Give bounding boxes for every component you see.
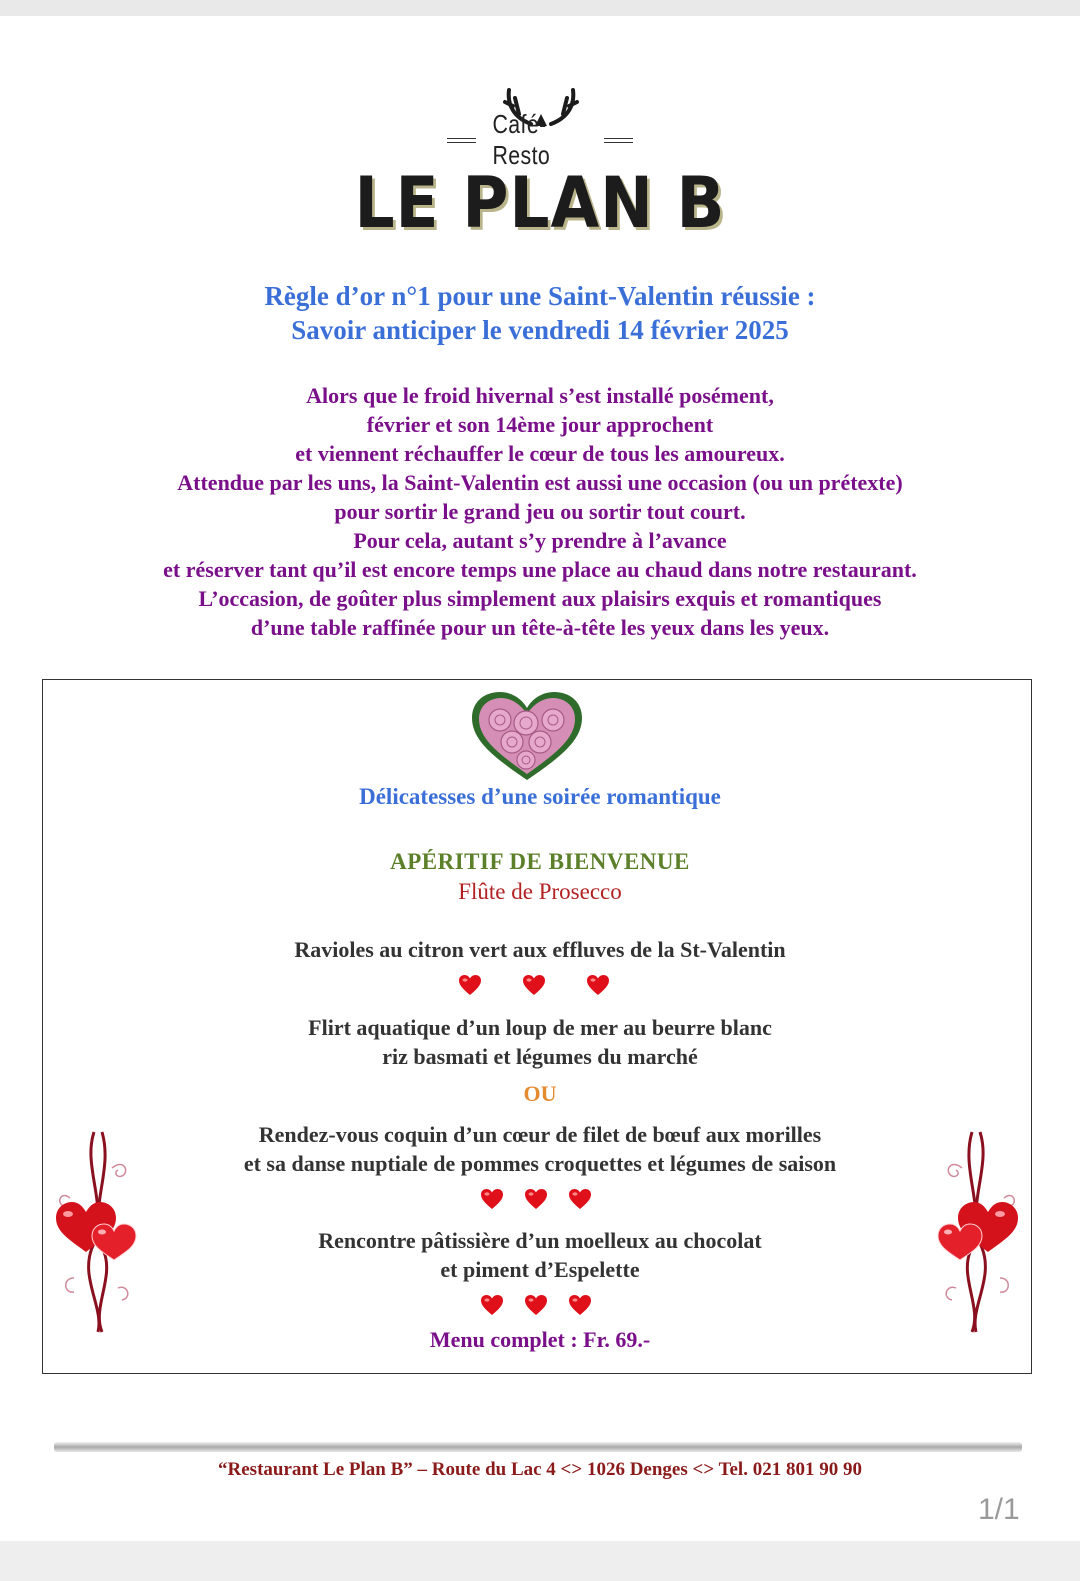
logo-rule-left (447, 138, 476, 143)
dessert-line-1: Rencontre pâtissière d’un moelleux au chocolat (318, 1228, 762, 1253)
viewer-top-bar (0, 0, 1080, 16)
intro-line: pour sortir le grand jeu ou sortir tout court. (334, 499, 746, 524)
heart-icon (480, 1188, 504, 1210)
intro-line: d’une table raffinée pour un tête-à-tête les yeux dans les yeux. (250, 615, 830, 640)
dessert-line-2: et piment d’Espelette (440, 1257, 640, 1282)
heart-icon (480, 1294, 504, 1316)
footer-address: “Restaurant Le Plan B” – Route du Lac 4 <> 1026 Denges <> Tel. 021 801 90 90 (218, 1459, 862, 1480)
starter-dish: Ravioles au citron vert aux effluves de la St-Valentin (294, 937, 786, 962)
intro-line: février et son 14ème jour approchent (366, 412, 714, 437)
logo-subtitle-row (447, 109, 633, 170)
intro-line: Pour cela, autant s’y prendre à l’avance (353, 528, 727, 553)
intro-line: Alors que le froid hivernal s’est installé posément, (306, 383, 774, 408)
headline-line-1: Règle d’or n°1 pour une Saint-Valentin réussie : (264, 281, 816, 311)
ribbon-hearts-icon (52, 1128, 144, 1334)
intro-line: et viennent réchauffer le cœur de tous les amoureux. (295, 441, 785, 466)
heart-separator-3 (480, 1294, 592, 1316)
main-course-1-line-2: riz basmati et légumes du marché (382, 1044, 698, 1069)
menu-price: Menu complet : Fr. 69.- (429, 1327, 651, 1352)
heart-separator-1 (458, 974, 610, 996)
aperitif-item: Flûte de Prosecco (458, 879, 622, 904)
viewer-bottom-bar (0, 1541, 1080, 1581)
logo-rule-right (604, 138, 633, 143)
heart-icon (458, 974, 482, 996)
aperitif-heading: APÉRITIF DE BIENVENUE (390, 849, 690, 874)
logo-name: LE PLAN B (354, 162, 726, 244)
headline-line-2: Savoir anticiper le vendredi 14 février 2025 (291, 315, 789, 345)
menu-title: Délicatesses d’une soirée romantique (359, 784, 721, 809)
page-indicator: 1/1 (978, 1493, 1020, 1526)
heart-icon (524, 1188, 548, 1210)
intro-line: L’occasion, de goûter plus simplement aux plaisirs exquis et romantiques (198, 586, 882, 611)
heart-icon (522, 974, 546, 996)
or-label: OU (523, 1081, 557, 1106)
ribbon-hearts-icon (930, 1128, 1022, 1334)
main-course-2-line-2: et sa danse nuptiale de pommes croquettes et légumes de saison (243, 1151, 837, 1176)
main-course-1-line-1: Flirt aquatique d’un loup de mer au beurre blanc (308, 1015, 772, 1040)
heart-separator-2 (480, 1188, 592, 1210)
logo-subtitle: Café-Resto (492, 109, 551, 170)
main-course-2-line-1: Rendez-vous coquin d’un cœur de filet de bœuf aux morilles (258, 1122, 822, 1147)
intro-line: et réserver tant qu’il est encore temps une place au chaud dans notre restaurant. (163, 557, 917, 582)
rose-heart-icon (468, 690, 586, 782)
footer-divider (54, 1442, 1022, 1452)
heart-icon (524, 1294, 548, 1316)
heart-icon (568, 1188, 592, 1210)
intro-line: Attendue par les uns, la Saint-Valentin est aussi une occasion (ou un prétexte) (177, 470, 903, 495)
heart-icon (568, 1294, 592, 1316)
heart-icon (586, 974, 610, 996)
intro-paragraph (0, 381, 1080, 642)
